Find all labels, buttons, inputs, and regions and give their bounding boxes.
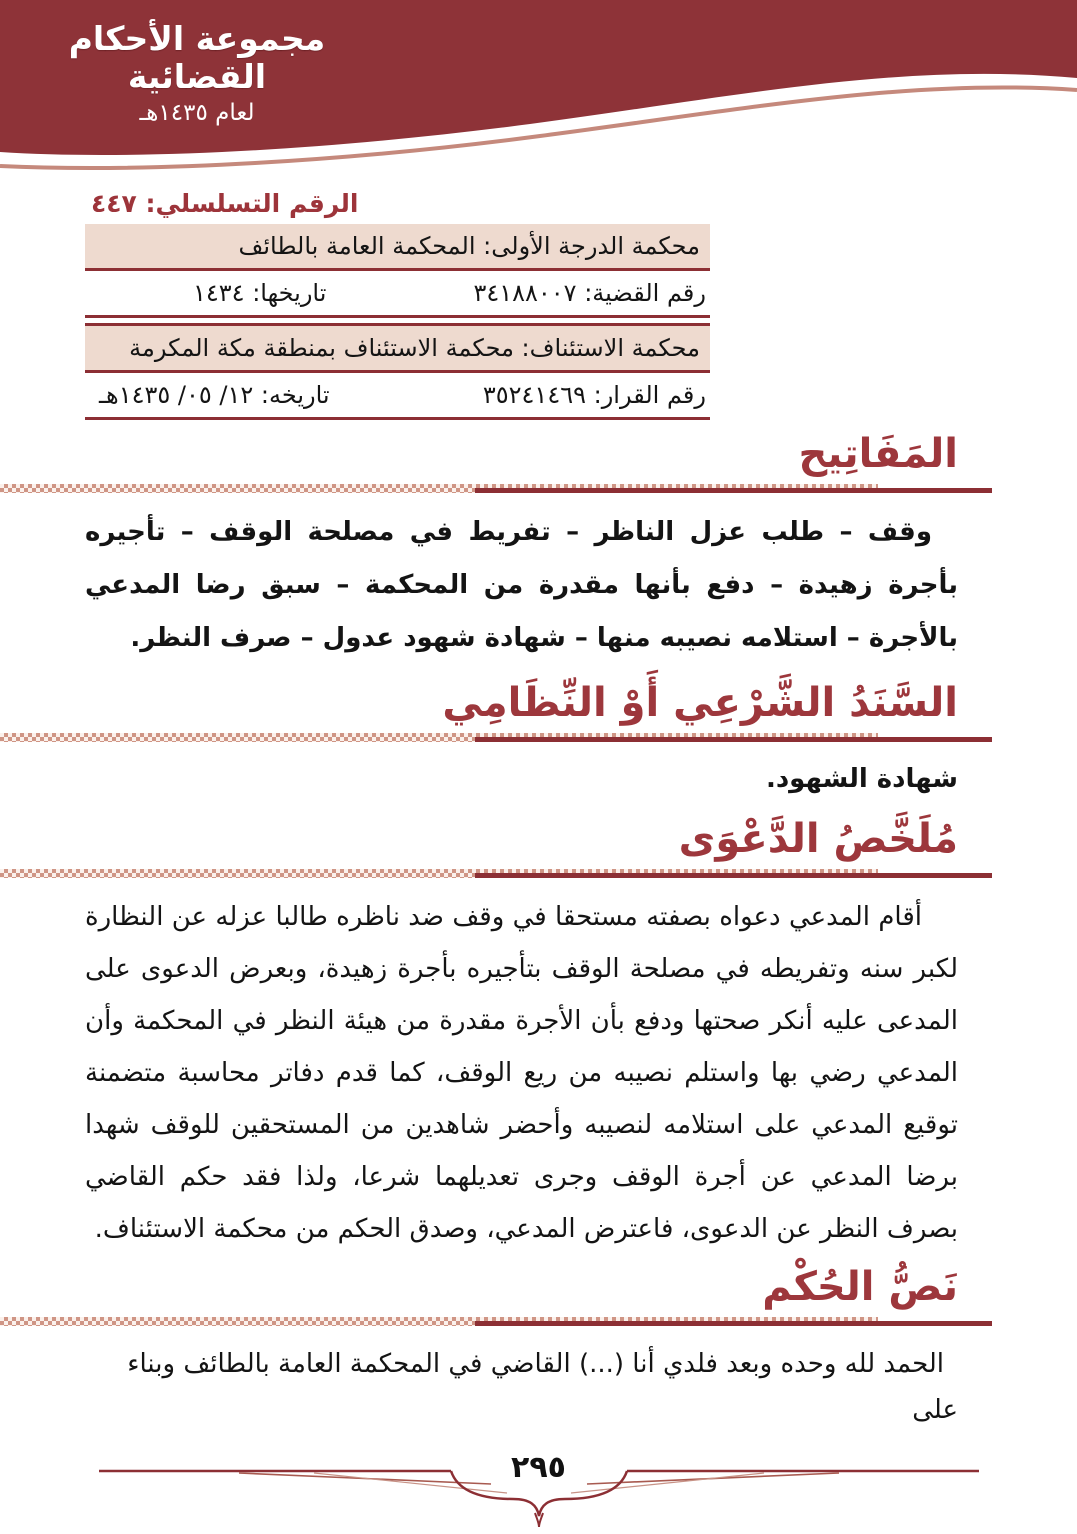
- decision-date-cell: [99, 373, 330, 417]
- table-row-decision-number: [85, 373, 710, 420]
- serial-number-line: [85, 189, 710, 218]
- divider-line: [475, 488, 992, 493]
- first-court-text: محكمة الدرجة الأولى: المحكمة العامة بالطائف: [238, 232, 700, 260]
- divider-line: [475, 1321, 992, 1326]
- appeal-court-text: محكمة الاستئناف: محكمة الاستئناف بمنطقة مكة المكرمة: [129, 334, 700, 362]
- table-row-case-number: [85, 271, 710, 318]
- verdict-text: الحمد لله وحده وبعد فلدي أنا (...) القاضي في المحكمة العامة بالطائف وبناء على: [127, 1349, 958, 1425]
- decision-number-label: رقم القرار:: [593, 381, 706, 409]
- page-footer: [99, 1449, 979, 1534]
- case-date-value: ١٤٣٤: [193, 279, 245, 307]
- section-divider: [0, 1317, 992, 1327]
- page-banner: [0, 0, 1077, 175]
- case-date-label: تاريخها:: [252, 279, 327, 307]
- decision-date-value: ١٢/ ٠٥/ ١٤٣٥هـ: [99, 381, 254, 409]
- book-year: لعام ١٤٣٥هـ: [139, 99, 255, 126]
- document-body: [0, 424, 1077, 1433]
- banner-title-block: [44, 20, 350, 126]
- keywords-text: وقف – طلب عزل الناظر – تفريط في مصلحة الوقف – تأجيره بأجرة زهيدة – دفع بأنها مقدرة من المحكمة – سبق رضا المدعي بالأجرة – استلامه نصيبه منها – شهادة شهود عدول – صرف النظر.: [85, 517, 958, 653]
- page-number: ٢٩٥: [511, 1450, 566, 1485]
- section-divider: [0, 869, 992, 879]
- legal-basis-text: شهادة الشهود.: [765, 764, 958, 794]
- table-row-first-court: [85, 224, 710, 271]
- book-title: مجموعة الأحكام القضائية: [68, 19, 326, 97]
- verdict-heading: نَصُّ الحُكْم: [762, 1264, 958, 1310]
- table-row-appeal-court: [85, 323, 710, 373]
- section-divider: [0, 484, 992, 494]
- serial-number: [91, 189, 358, 218]
- case-info-block: [85, 189, 710, 420]
- case-number-label: رقم القضية:: [584, 279, 706, 307]
- case-number-cell: [473, 271, 706, 315]
- decision-number-value: ٣٥٢٤١٤٦٩: [482, 381, 586, 409]
- divider-line: [475, 737, 992, 742]
- divider-line: [475, 873, 992, 878]
- legal-basis-heading: السَّنَدُ الشَّرْعِي أَوْ النِّظَامِي: [442, 680, 958, 726]
- case-summary-heading: مُلَخَّصُ الدَّعْوَى: [678, 816, 958, 862]
- case-summary-text: أقام المدعي دعواه بصفته مستحقا في وقف ضد ناظره طالبا عزله عن النظارة لكبر سنه وتفريطه في مصلحة الوقف بتأجيره بأجرة زهيدة، وبعرض الدعوى على المدعى عليه أنكر صحتها ودفع بأن الأجرة مقدرة من هيئة النظر في المحكمة وأن المدعي رضي بها واستلم نصيبه من ريع الوقف، كما قدم دفاتر محاسبة متضمنة توقيع المدعي على استلامه لنصيبه وأحضر شاهدين من المستحقين للوقف شهدا برضا المدعي عن أجرة الوقف وجرى تعديلهما شرعا، ولذا فقد حكم القاضي بصرف النظر عن الدعوى، فاعترض المدعي، وصدق الحكم من محكمة الاستئناف.: [85, 902, 958, 1244]
- decision-date-label: تاريخه:: [260, 381, 330, 409]
- keywords-heading: المَفَاتِيح: [798, 431, 958, 477]
- serial-label: الرقم التسلسلي:: [145, 189, 359, 218]
- decision-number-cell: [483, 373, 706, 417]
- case-number-value: ٣٤١٨٨٠٠٧: [473, 279, 577, 307]
- serial-value: ٤٤٧: [91, 189, 137, 218]
- section-divider: [0, 733, 992, 743]
- case-date-cell: [193, 271, 326, 315]
